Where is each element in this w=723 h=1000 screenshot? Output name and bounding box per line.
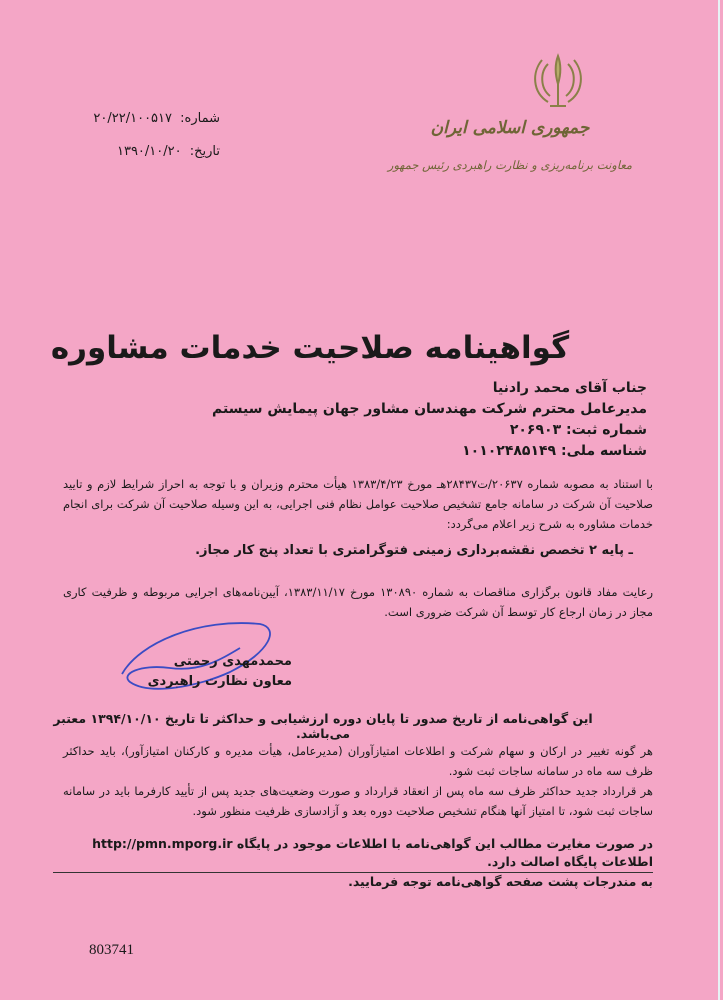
contracts-paragraph: هر قرارداد جدید حداکثر ظرف سه ماه پس از انعقاد قرارداد و صورت وضعیت‌های جدید پس از تأیید کارفرما باید در سامانه ساجات ثبت شود، تا امتیاز آنها هنگام تشخیص صلاحیت دوره بعد و آزادسازی ظرفیت منظور شود. (63, 784, 653, 818)
header-block (375, 118, 645, 172)
recipient-name: جناب آقای محمد رادنیا (492, 380, 647, 396)
registration-number: شماره ثبت: ۲۰۶۹۰۳ (509, 422, 647, 438)
changes-paragraph: هر گونه تغییر در ارکان و سهام شرکت و اطلاعات امتیازآوران (مدیرعامل، هیأت مدیره و کارکنان امتیازآور)، باید حداکثر ظرف سه ماه در سامانه ساجات ثبت شود. (63, 744, 653, 778)
national-id: شناسه ملی: ۱۰۱۰۲۴۸۵۱۴۹ (462, 443, 647, 459)
letter-date-label: تاریخ: (189, 144, 220, 159)
republic-name: جمهوری اسلامی ایران (430, 118, 590, 138)
document-title: گواهینامه صلاحیت خدمات مشاوره (50, 330, 570, 366)
signer-position: معاون نظارت راهبردی (147, 674, 292, 689)
letter-date-value: ۱۳۹۰/۱۰/۲۰ (116, 144, 182, 159)
office-name: معاونت برنامه‌ریزی و نظارت راهبردی رئیس جمهور (387, 158, 633, 172)
verification-url: http://pmn.mporg.ir (92, 836, 233, 851)
verification-part1: در صورت مغایرت مطالب این گواهی‌نامه با اطلاعات موجود در پایگاه (236, 836, 653, 851)
recipient-title: مدیرعامل محترم شرکت مهندسان مشاور جهان پیمایش سیستم (212, 401, 647, 417)
compliance-paragraph: رعایت مفاد قانون برگزاری مناقصات به شماره ۱۳۰۸۹۰ مورخ ۱۳۸۳/۱۱/۱۷، آیین‌نامه‌های اجرایی مربوطه و ظرفیت کاری مجاز در زمان ارجاع کار توسط آن شرکت ضروری است. (63, 585, 653, 619)
letter-meta (40, 112, 220, 178)
letter-date (40, 145, 220, 158)
intro-paragraph: با استناد به مصوبه شماره ۲۰۶۳۷/ت۲۸۴۳۷هـ مورخ ۱۳۸۳/۴/۲۳ هیأت محترم وزیران و با توجه به احراز شرایط لازم و تایید صلاحیت آن شرکت در سامانه جامع تشخیص صلاحیت عوامل نظام فنی اجرایی، به این وسیله صلاحیت آن شرکت برای انجام خدمات مشاوره به شرح زیر اعلام می‌گردد: (63, 477, 653, 531)
iran-emblem-icon (528, 50, 588, 114)
page-edge (718, 0, 720, 1000)
qualification-item: ـ پایه ۲ تخصص نقشه‌برداری زمینی فتوگرامتری با تعداد پنج کار مجاز. (195, 543, 633, 558)
letter-number-label: شماره: (180, 111, 220, 126)
recipient-block (147, 378, 647, 462)
serial-number: 803741 (89, 942, 134, 958)
signer-block (132, 652, 292, 692)
verification-part2: اطلاعات پایگاه اصالت دارد. (487, 854, 653, 869)
signer-name: محمدمهدی رحمتی (173, 654, 292, 669)
verification-line (53, 835, 653, 873)
verification-note (53, 835, 653, 891)
letter-number-value: ۲۰/۲۲/۱۰۰۵۱۷ (93, 111, 173, 126)
validity-statement: این گواهی‌نامه از تاریخ صدور تا پایان دوره ارزشیابی و حداکثر تا تاریخ ۱۳۹۴/۱۰/۱۰ معتبر می‌باشد. (53, 711, 593, 741)
letter-number (40, 112, 220, 125)
back-page-note: به مندرجات پشت صفحه گواهی‌نامه توجه فرمایید. (348, 874, 653, 889)
